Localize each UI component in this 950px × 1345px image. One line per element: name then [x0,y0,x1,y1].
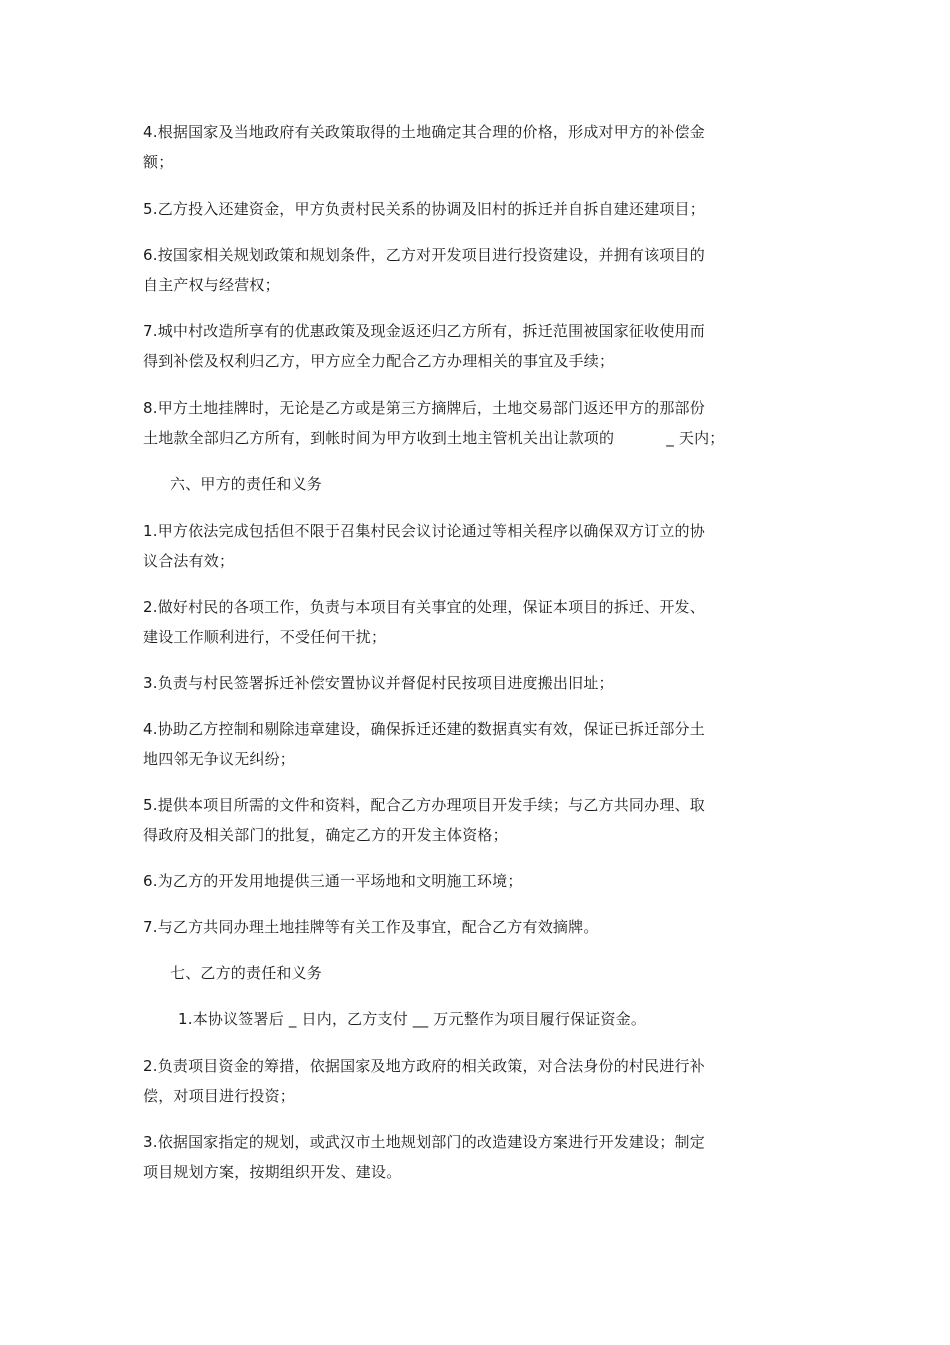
text-line: 1.本协议签署后 _ 日内，乙方支付 __ 万元整作为项目履行保证资金。 [178,1010,647,1028]
text-line: 建设工作顺利进行，不受任何干扰； [143,628,387,646]
text-line: 偿，对项目进行投资； [143,1087,296,1105]
clause-7-2 [143,1051,743,1111]
clause-5-6 [143,240,743,300]
section-heading-7 [170,958,770,988]
text-line: 议合法有效； [143,552,235,570]
text-line: 5.乙方投入还建资金，甲方负责村民关系的协调及旧村的拆迁并自拆自建还建项目； [143,200,705,218]
text-line: 额； [143,153,174,171]
heading-text: 六、甲方的责任和义务 [170,475,323,493]
section-heading-6 [170,469,770,499]
clause-7-1 [178,1004,778,1034]
text-line: 得到补偿及权利归乙方，甲方应全力配合乙方办理相关的事宜及手续； [143,352,615,370]
heading-text: 七、乙方的责任和义务 [170,964,323,982]
text-line-with-blank [143,423,743,453]
text-line: 8.甲方土地挂牌时，无论是乙方或是第三方摘牌后，土地交易部门返还甲方的那部份 [143,399,705,417]
text-line: 5.提供本项目所需的文件和资料，配合乙方办理项目开发手续；与乙方共同办理、取 [143,796,705,814]
text-line: 1.甲方依法完成包括但不限于召集村民会议讨论通过等相关程序以确保双方订立的协 [143,522,705,540]
text-line: 3.依据国家指定的规划，或武汉市土地规划部门的改造建设方案进行开发建设；制定 [143,1133,705,1151]
text-line: 2.负责项目资金的筹措，依据国家及地方政府的相关政策，对合法身份的村民进行补 [143,1057,705,1075]
text-line: 得政府及相关部门的批复，确定乙方的开发主体资格； [143,826,508,844]
clause-7-3 [143,1127,743,1187]
text-segment: _ 天内； [666,429,725,447]
clause-5-5 [143,194,743,224]
clause-5-7 [143,316,743,376]
clause-6-7 [143,912,743,942]
text-line: 4.根据国家及当地政府有关政策取得的土地确定其合理的价格，形成对甲方的补偿金 [143,123,705,141]
text-segment: 土地款全部归乙方所有，到帐时间为甲方收到土地主管机关出让款项的 [143,429,615,447]
clause-6-5 [143,790,743,850]
clause-6-3 [143,668,743,698]
clause-6-6 [143,866,743,896]
clause-5-8 [143,393,743,453]
clause-6-1 [143,516,743,576]
clause-5-4 [143,117,743,177]
text-line: 自主产权与经营权； [143,276,280,294]
text-line: 2.做好村民的各项工作，负责与本项目有关事宜的处理，保证本项目的拆迁、开发、 [143,598,705,616]
text-line: 项目规划方案，按期组织开发、建设。 [143,1163,402,1181]
text-line: 3.负责与村民签署拆迁补偿安置协议并督促村民按项目进度搬出旧址； [143,674,614,692]
text-line: 7.与乙方共同办理土地挂牌等有关工作及事宜，配合乙方有效摘牌。 [143,918,599,936]
text-line: 6.为乙方的开发用地提供三通一平场地和文明施工环境； [143,872,523,890]
clause-6-2 [143,592,743,652]
clause-6-4 [143,714,743,774]
text-line: 6.按国家相关规划政策和规划条件，乙方对开发项目进行投资建设，并拥有该项目的 [143,246,705,264]
text-line: 7.城中村改造所享有的优惠政策及现金返还归乙方所有，拆迁范围被国家征收使用而 [143,322,705,340]
text-line: 地四邻无争议无纠纷； [143,750,296,768]
text-line: 4.协助乙方控制和剔除违章建设，确保拆迁还建的数据真实有效，保证已拆迁部分土 [143,720,705,738]
